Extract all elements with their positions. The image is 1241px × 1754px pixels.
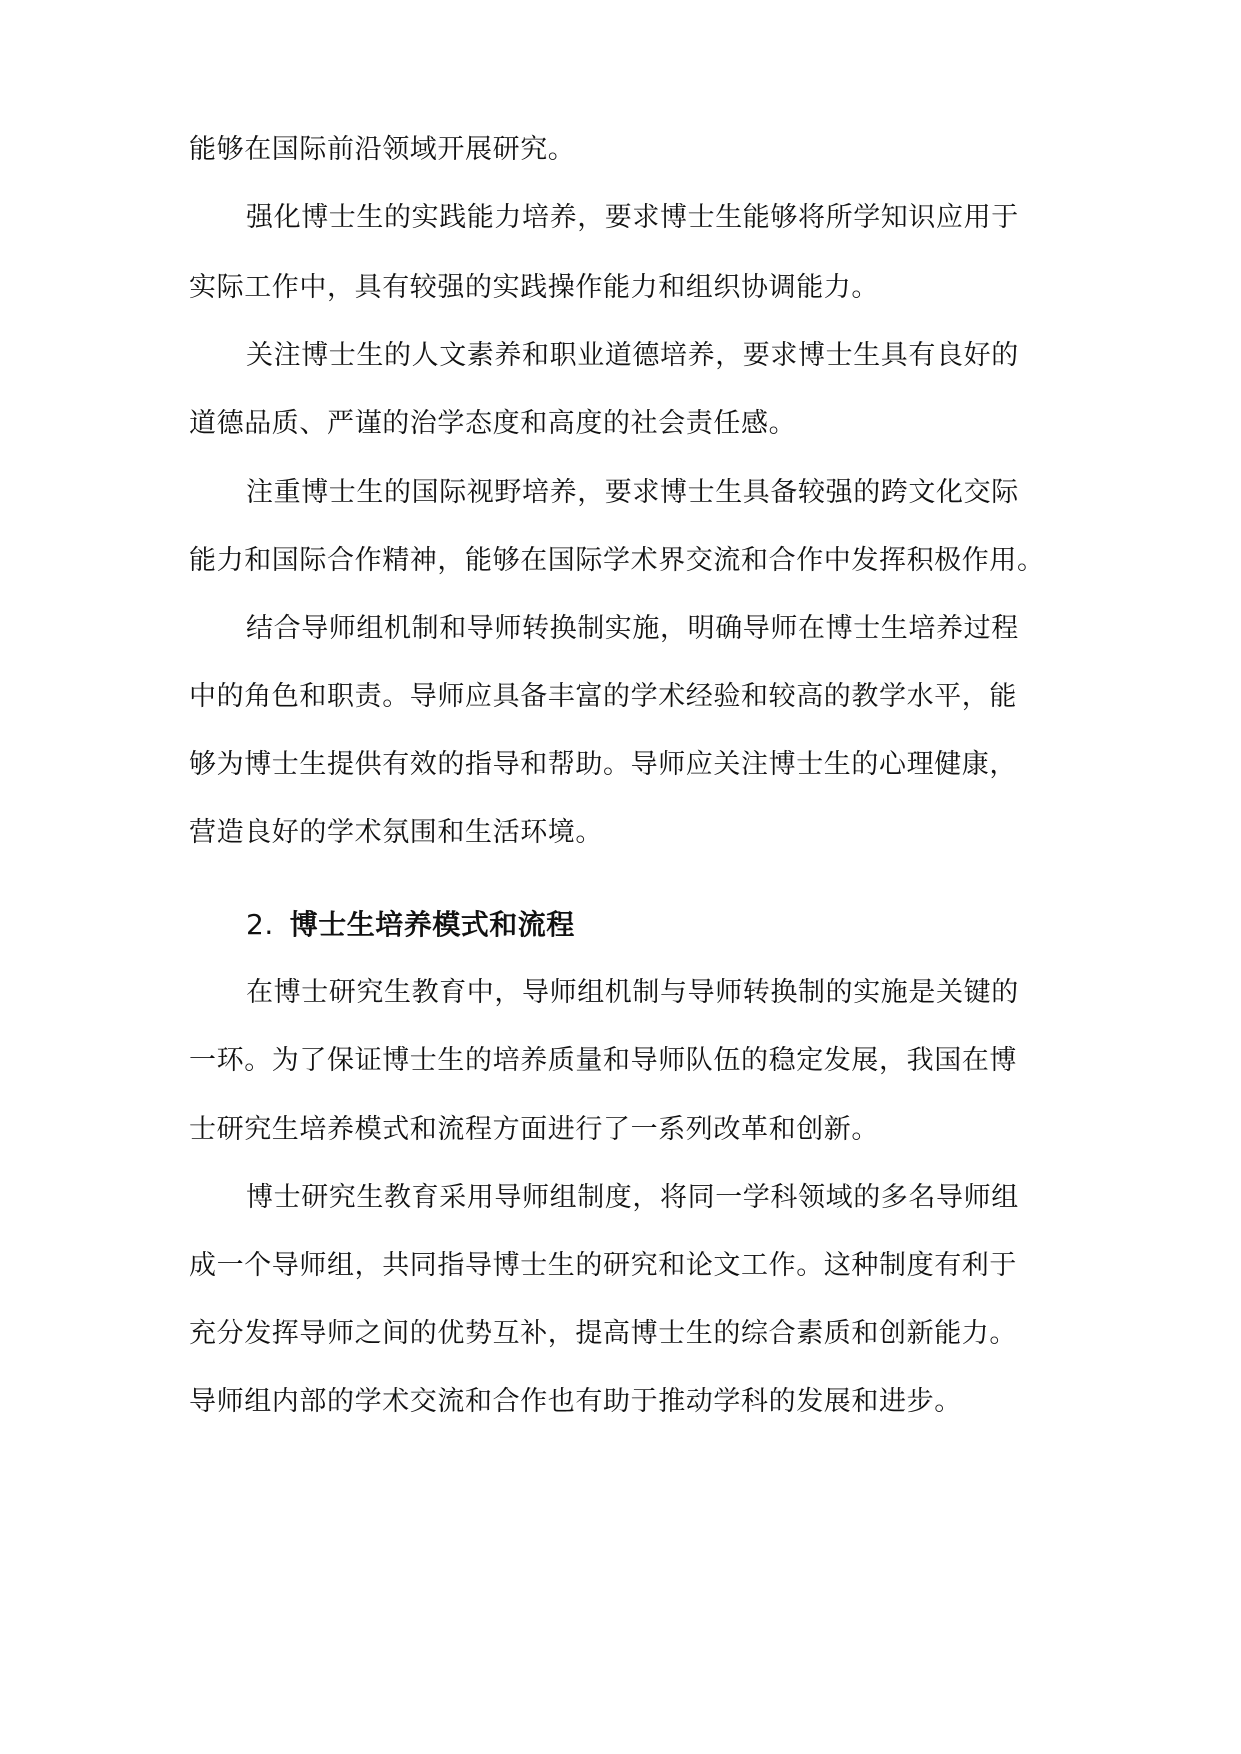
paragraph-line: 能够在国际前沿领域开展研究。 xyxy=(189,134,576,165)
paragraph-line: 够为博士生提供有效的指导和帮助。导师应关注博士生的心理健康， xyxy=(189,749,1017,780)
paragraph-line: 道德品质、严谨的治学态度和高度的社会责任感。 xyxy=(189,408,797,439)
paragraph-line: 关注博士生的人文素养和职业道德培养，要求博士生具有良好的 xyxy=(246,340,1019,371)
section-number: 2. xyxy=(246,908,274,941)
paragraph-line: 能力和国际合作精神，能够在国际学术界交流和合作中发挥积极作用。 xyxy=(189,545,1045,576)
paragraph-line: 充分发挥导师之间的优势互补，提高博士生的综合素质和创新能力。 xyxy=(189,1318,1017,1349)
paragraph-line: 一环。为了保证博士生的培养质量和导师队伍的稳定发展，我国在博 xyxy=(189,1045,1017,1076)
section-heading xyxy=(246,905,575,945)
paragraph-line: 实际工作中，具有较强的实践操作能力和组织协调能力。 xyxy=(189,272,879,303)
paragraph-line: 注重博士生的国际视野培养，要求博士生具备较强的跨文化交际 xyxy=(246,477,1019,508)
paragraph-line: 结合导师组机制和导师转换制实施，明确导师在博士生培养过程 xyxy=(246,613,1019,644)
paragraph-line: 博士研究生教育采用导师组制度，将同一学科领域的多名导师组 xyxy=(246,1182,1019,1213)
paragraph-line: 导师组内部的学术交流和合作也有助于推动学科的发展和进步。 xyxy=(189,1386,962,1417)
paragraph-line: 在博士研究生教育中，导师组机制与导师转换制的实施是关键的 xyxy=(246,977,1019,1008)
section-title: 博士生培养模式和流程 xyxy=(289,908,575,941)
paragraph-line: 营造良好的学术氛围和生活环境。 xyxy=(189,817,603,848)
paragraph-line: 中的角色和职责。导师应具备丰富的学术经验和较高的教学水平，能 xyxy=(189,681,1017,712)
paragraph-line: 强化博士生的实践能力培养，要求博士生能够将所学知识应用于 xyxy=(246,202,1019,233)
paragraph-line: 成一个导师组，共同指导博士生的研究和论文工作。这种制度有利于 xyxy=(189,1250,1017,1281)
paragraph-line: 士研究生培养模式和流程方面进行了一系列改革和创新。 xyxy=(189,1114,879,1145)
